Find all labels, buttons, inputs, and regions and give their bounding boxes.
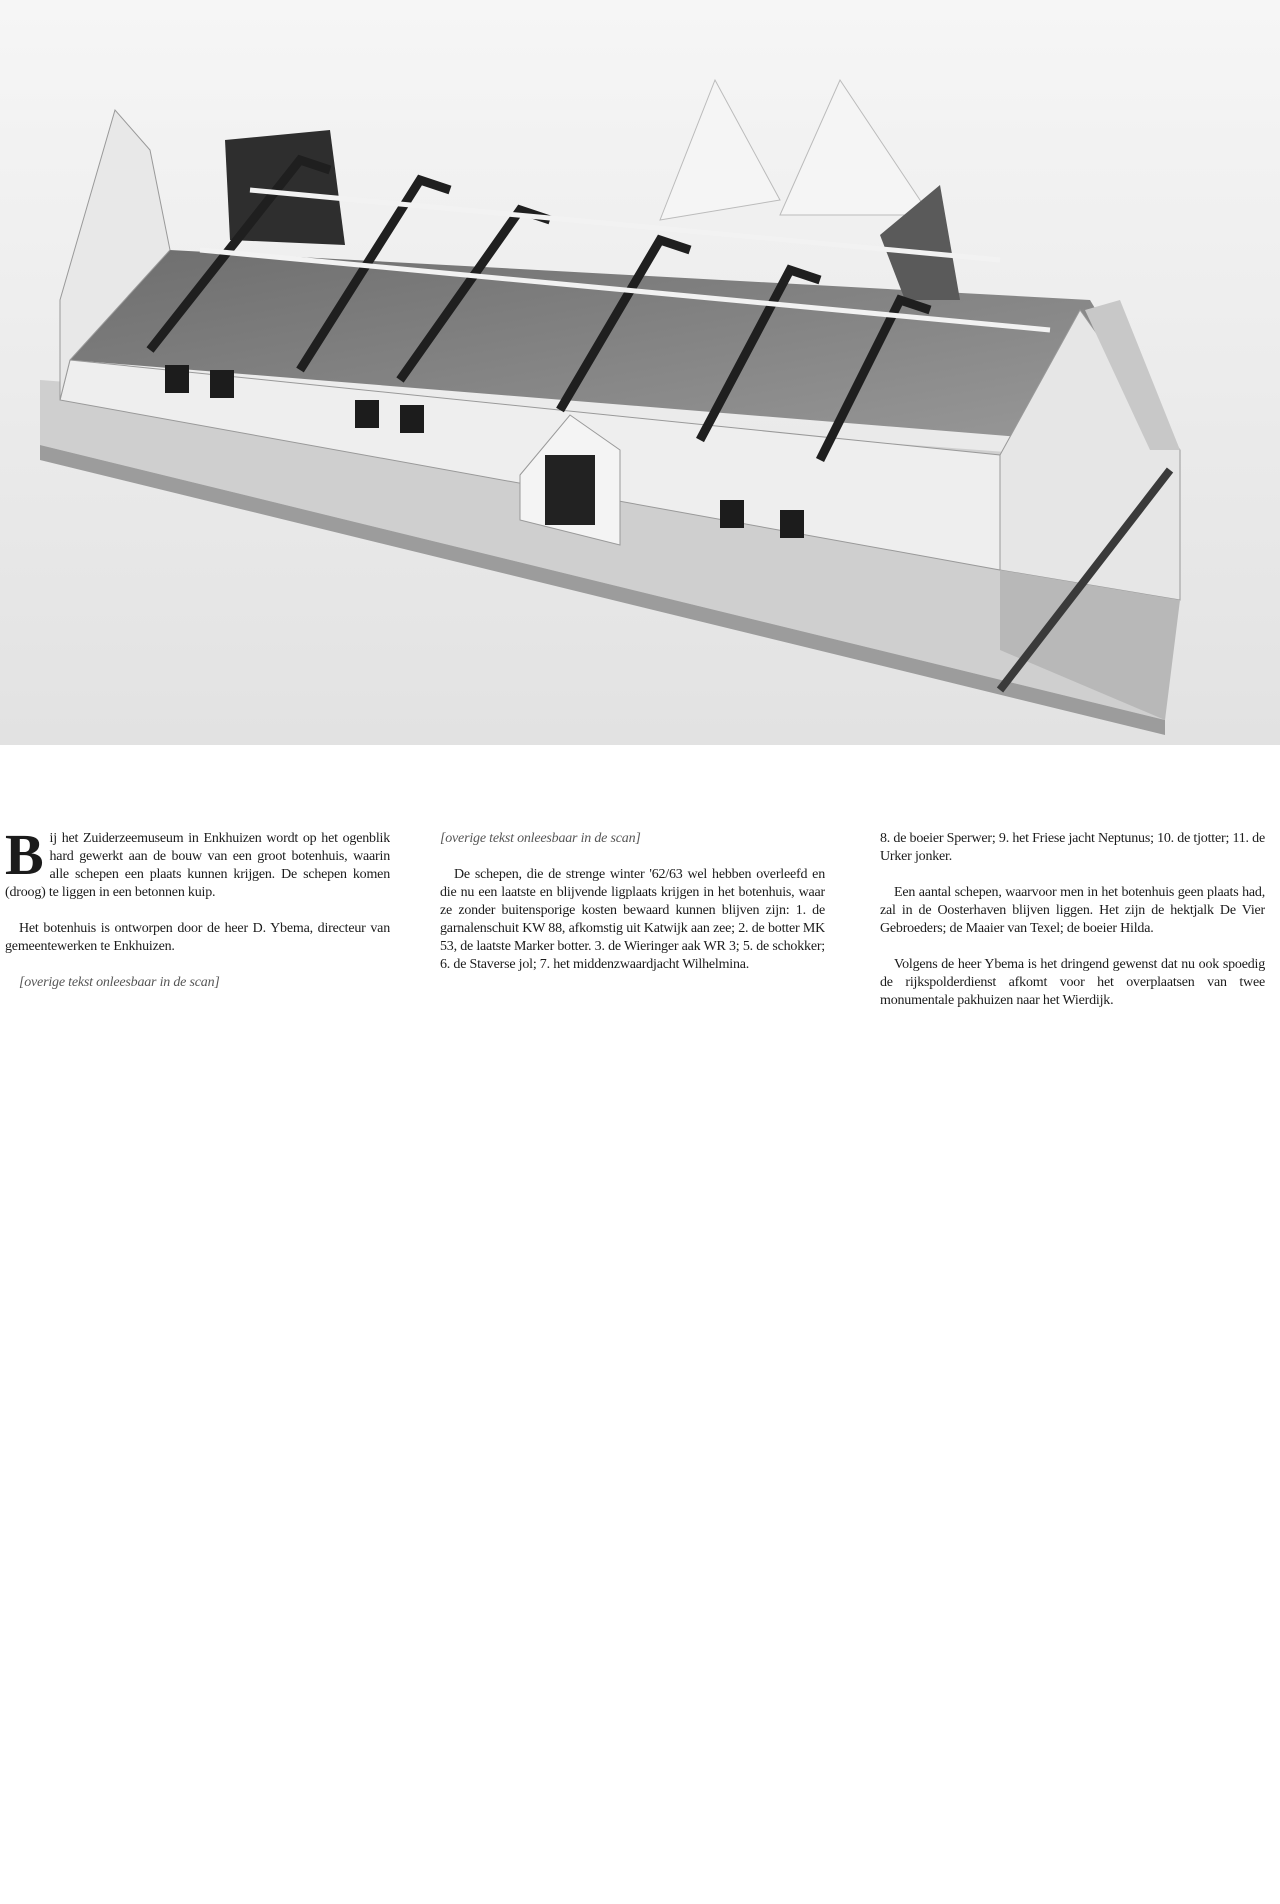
article-column-3 [880, 830, 1265, 1890]
drop-cap: B [5, 830, 44, 887]
paragraph: Een aantal schepen, waarvoor men in het botenhuis geen plaats had, zal in de Oosterhaven blijven liggen. Het zijn de hektjalk De Vier Gebroeders; de Maaier van Texel; de boeier Hilda. [880, 885, 1265, 936]
paragraph: Volgens de heer Ybema is het dringend gewenst dat nu ook spoedig de rijkspolderdienst afkomt voor het overplaatsen van twee monumentale pakhuizen naar het Wierdijk. [880, 957, 1265, 1008]
paragraph-text: ij het Zuiderzeemuseum in Enkhuizen wordt op het ogenblik hard gewerkt aan de bouw van een groot botenhuis, waarin alle schepen een plaats kunnen krijgen. De schepen komen (droog) te liggen in een betonnen kuip. [5, 831, 390, 900]
article-column-2 [440, 830, 825, 1890]
paragraph: Het botenhuis is ontworpen door de heer D. Ybema, directeur van gemeentewerken te Enkhuizen. [5, 921, 390, 954]
illegible-note: [overige tekst onleesbaar in de scan] [440, 831, 641, 846]
paragraph: 8. de boeier Sperwer; 9. het Friese jacht Neptunus; 10. de tjotter; 11. de Urker jonker. [880, 831, 1265, 864]
model-photo [0, 0, 1280, 745]
article-column-1 [5, 830, 390, 1890]
illegible-note: [overige tekst onleesbaar in de scan] [19, 975, 220, 990]
paragraph: De schepen, die de strenge winter '62/63 wel hebben overleefd en die nu een laatste en blijvende ligplaats krijgen in het botenhuis, waar ze zonder buitensporige kosten bewaard kunnen blijven zijn: 1. de garnalenschuit KW 88, afkomstig uit Katwijk aan zee; 2. de botter MK 53, de laatste Marker botter. 3. de Wieringer aak WR 3; 5. de schokker; 6. de Staverse jol; 7. het middenzwaardjacht Wilhelmina. [440, 867, 825, 972]
paragraph [5, 830, 390, 902]
